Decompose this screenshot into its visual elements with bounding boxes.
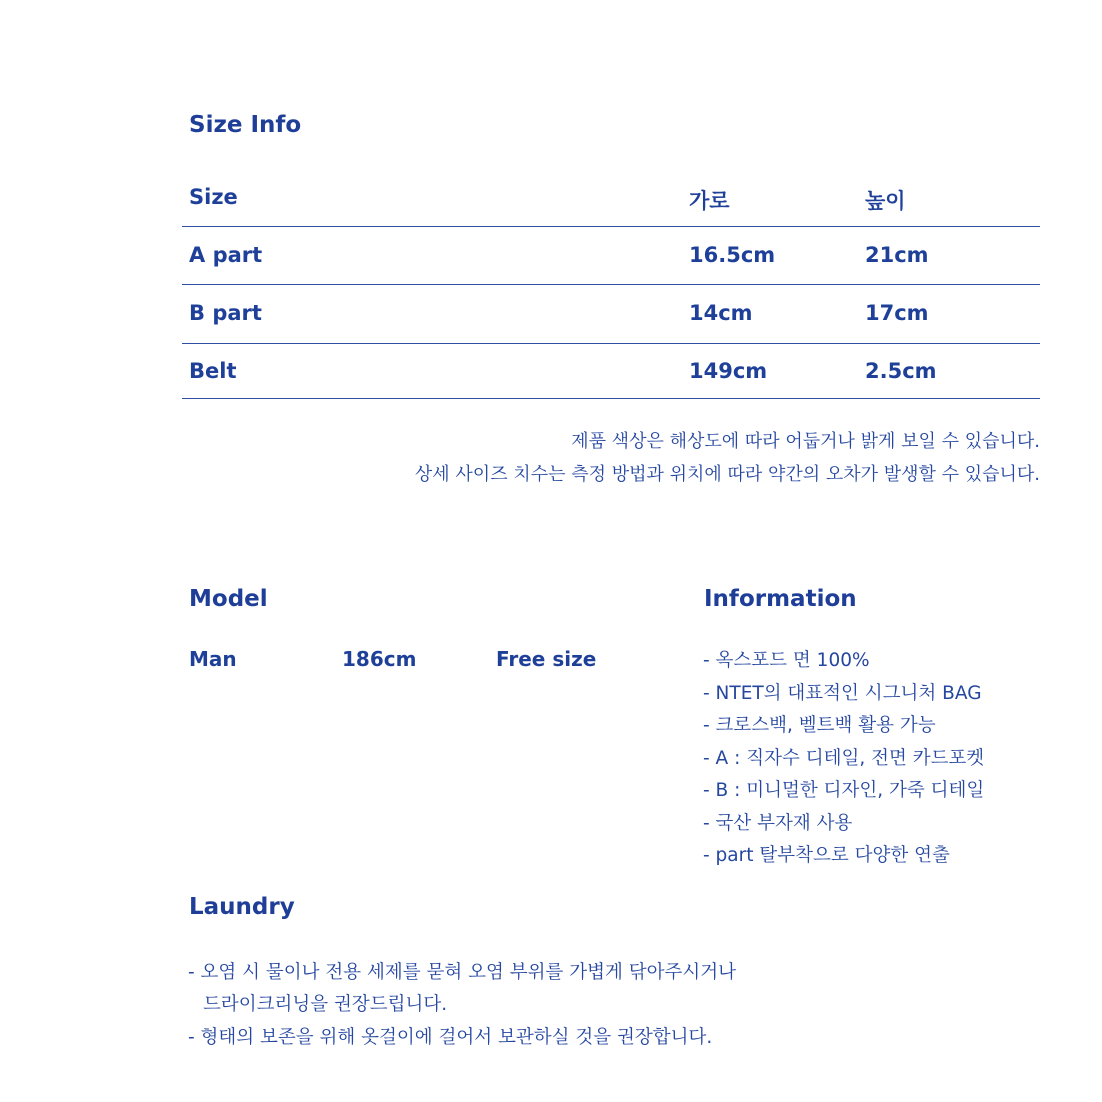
laundry-line: 드라이크리닝을 권장드립니다.	[203, 994, 448, 1015]
measurement-disclaimer: 상세 사이즈 치수는 측정 방법과 위치에 따라 약간의 오차가 발생할 수 있습니다.	[414, 464, 1040, 485]
row-size-name: B part	[189, 301, 262, 325]
laundry-title: Laundry	[189, 894, 295, 920]
size-info-title: Size Info	[189, 112, 302, 138]
row-size-name: A part	[189, 243, 263, 267]
list-item: - B : 미니멀한 디자인, 가죽 디테일	[703, 780, 985, 801]
table-divider	[182, 284, 1040, 285]
row-width-value: 149cm	[689, 359, 768, 383]
row-height-value: 21cm	[865, 243, 929, 267]
laundry-line: - 형태의 보존을 위해 옷걸이에 걸어서 보관하실 것을 권장합니다.	[188, 1027, 713, 1048]
table-divider	[182, 343, 1040, 344]
list-item: - A : 직자수 디테일, 전면 카드포켓	[703, 747, 985, 769]
table-divider	[182, 226, 1040, 227]
information-list	[703, 645, 984, 873]
list-item: - 크로스백, 벨트백 활용 가능	[703, 715, 936, 736]
size-table-header-size: Size	[189, 185, 238, 209]
model-height: 186cm	[342, 647, 417, 671]
size-table-header-width: 가로	[689, 189, 730, 213]
row-height-value: 17cm	[865, 301, 929, 325]
row-size-name: Belt	[189, 359, 237, 383]
list-item: - 옥스포드 면 100%	[703, 650, 870, 671]
color-disclaimer: 제품 색상은 해상도에 따라 어둡거나 밝게 보일 수 있습니다.	[571, 431, 1040, 452]
list-item: - 국산 부자재 사용	[703, 812, 853, 834]
row-height-value: 2.5cm	[865, 359, 937, 383]
model-size: Free size	[496, 647, 597, 671]
model-gender: Man	[189, 647, 237, 671]
row-width-value: 14cm	[689, 301, 753, 325]
list-item: - part 탈부착으로 다양한 연출	[703, 845, 950, 866]
table-divider	[182, 398, 1040, 399]
size-table-header-height: 높이	[865, 189, 906, 213]
row-width-value: 16.5cm	[689, 243, 776, 267]
model-title: Model	[189, 586, 268, 612]
information-title: Information	[704, 586, 857, 612]
list-item: - NTET의 대표적인 시그니처 BAG	[703, 682, 982, 704]
laundry-line: - 오염 시 물이나 전용 세제를 묻혀 오염 부위를 가볍게 닦아주시거나	[188, 962, 737, 983]
